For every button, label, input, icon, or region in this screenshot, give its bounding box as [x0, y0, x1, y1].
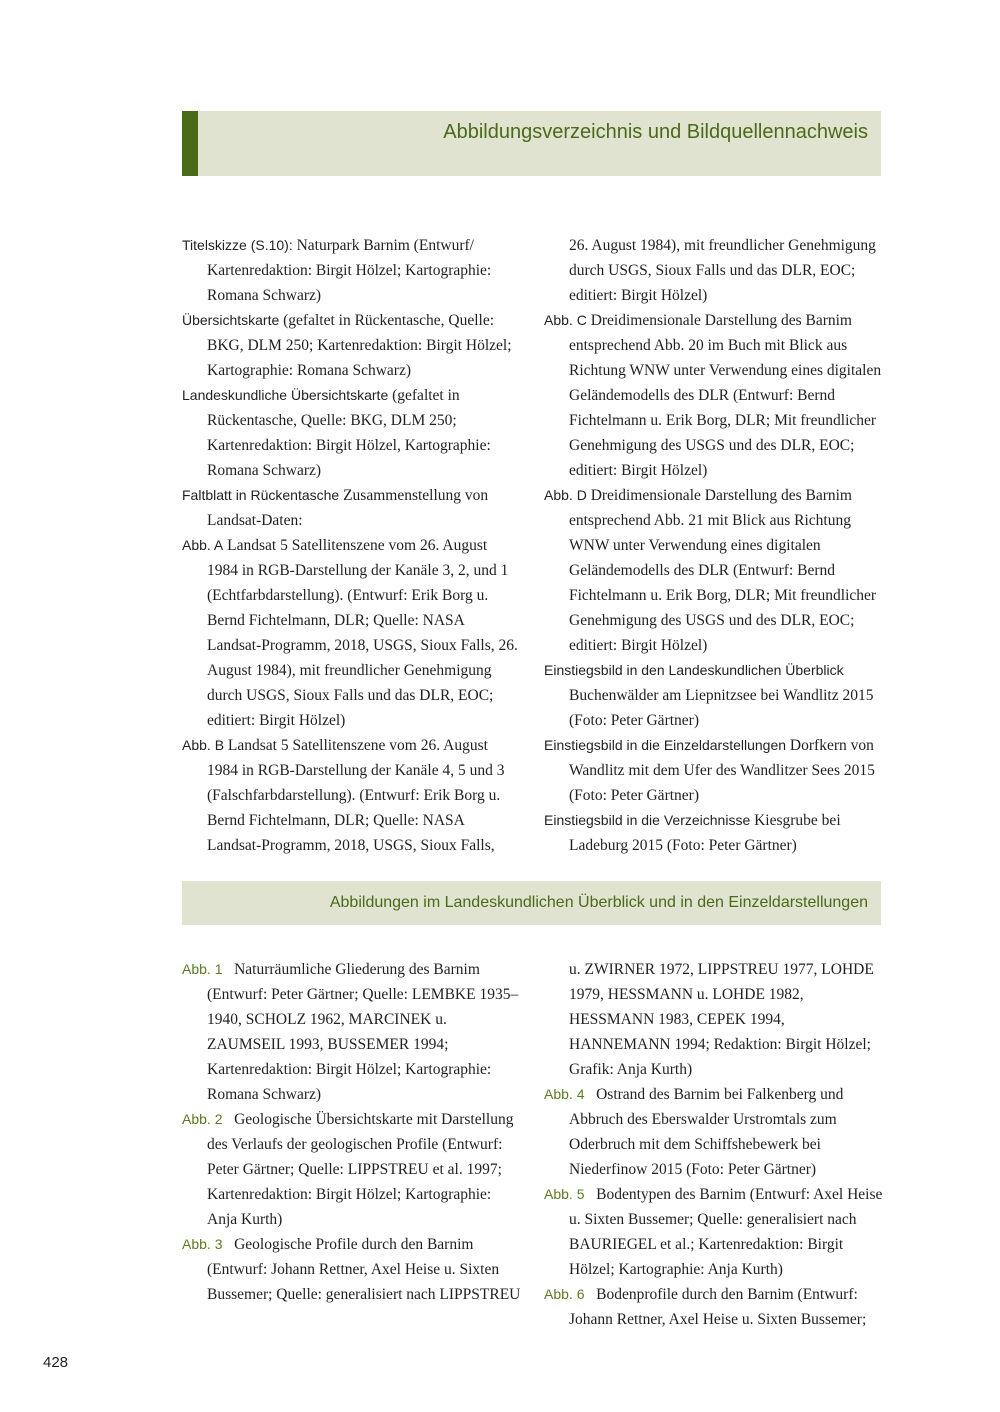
list-item: Abb. B Landsat 5 Satellitenszene vom 26. August 1984 in RGB-Darstellung der Kanäle 4, 5 und 3 (Falschfarbdarstellung). (Entwurf: Erik Borg u. Bernd Fichtelmann, DLR; Quelle: NASA Landsat-Programm, 2018, USGS, Sioux Falls, — [182, 737, 505, 854]
list-item: Einstiegsbild in den Landeskundlichen Überblick Buchenwälder am Liepnitzsee bei Wandlitz 2015 (Foto: Peter Gärtner) — [544, 662, 874, 729]
list-item: Einstiegsbild in die Verzeichnisse Kiesgrube bei Ladeburg 2015 (Foto: Peter Gärtner) — [544, 812, 841, 854]
top-column-right — [544, 233, 884, 858]
list-item: Abb. 5 Bodentypen des Barnim (Entwurf: Axel Heise u. Sixten Bussemer; Quelle: generalisiert nach BAURIEGEL et al.; Kartenredaktion: Birgit Hölzel; Kartographie: Anja Kurth) — [544, 1186, 887, 1278]
section-title: Abbildungen im Landeskundlichen Überblick und in den Einzeldarstellungen — [329, 894, 868, 911]
list-item: Abb. 1 Naturräumliche Gliederung des Barnim (Entwurf: Peter Gärtner; Quelle: LEMBKE 1935–1940, SCHOLZ 1962, MARCINEK u. ZAUMSEIL 1993, BUSSEMER 1994; Kartenredaktion: Birgit Hölzel; Kartographie: Romana Schwarz) — [182, 961, 519, 1103]
list-item-continuation: u. ZWIRNER 1972, LIPPSTREU 1977, LOHDE 1979, HESSMANN u. LOHDE 1982, HESSMANN 1983, CEPEK 1994, HANNEMANN 1994; Redaktion: Birgit Hölzel; Grafik: Anja Kurth) — [569, 961, 874, 1078]
list-item: Abb. C Dreidimensionale Darstellung des Barnim entsprechend Abb. 20 im Buch mit Blick aus Richtung WNW unter Verwendung eines digitalen Geländemodells des DLR (Entwurf: Bernd Fichtelmann u. Erik Borg, DLR; Mit freundlicher Genehmigung des USGS und des DLR, EOC; editiert: Birgit Hölzel) — [544, 312, 882, 479]
list-item: Landeskundliche Übersichtskarte (gefaltet in Rückentasche, Quelle: BKG, DLM 250; Kartenredaktion: Birgit Hölzel, Kartographie: Romana Schwarz) — [182, 387, 491, 479]
page-number: 428 — [43, 1354, 69, 1371]
list-item: Faltblatt in Rückentasche Zusammenstellung von Landsat-Daten: — [182, 487, 489, 529]
list-item: Abb. 2 Geologische Übersichtskarte mit Darstellung des Verlaufs der geologischen Profile (Entwurf: Peter Gärtner; Quelle: LIPPSTREU et al. 1997; Kartenredaktion: Birgit Hölzel; Kartographie: Anja Kurth) — [182, 1111, 518, 1228]
header-box — [182, 111, 881, 176]
list-item: Übersichtskarte (gefaltet in Rückentasche, Quelle: BKG, DLM 250; Kartenredaktion: Birgit Hölzel; Kartographie: Romana Schwarz) — [182, 312, 512, 379]
list-item: Abb. 4 Ostrand des Barnim bei Falkenberg und Abbruch des Eberswalder Urstromtals zum Oderbruch mit dem Schiffshebewerk bei Niederfinow 2015 (Foto: Peter Gärtner) — [544, 1086, 847, 1178]
list-item: Abb. 6 Bodenprofile durch den Barnim (Entwurf: Johann Rettner, Axel Heise u. Sixten Bussemer; — [544, 1286, 867, 1328]
list-item-continuation: 26. August 1984), mit freundlicher Genehmigung durch USGS, Sioux Falls und das DLR, EOC; editiert: Birgit Hölzel) — [569, 237, 876, 304]
bottom-column-left — [182, 957, 522, 1307]
top-column-left — [182, 233, 522, 858]
page-title: Abbildungsverzeichnis und Bildquellennachweis — [443, 121, 868, 143]
section-header-box — [182, 881, 881, 925]
list-item: Abb. 3 Geologische Profile durch den Barnim (Entwurf: Johann Rettner, Axel Heise u. Sixten Bussemer; Quelle: generalisiert nach LIPPSTREU — [182, 1236, 521, 1303]
list-item: Abb. A Landsat 5 Satellitenszene vom 26. August 1984 in RGB-Darstellung der Kanäle 3, 2, und 1 (Echtfarbdarstellung). (Entwurf: Erik Borg u. Bernd Fichtelmann, DLR; Quelle: NASA Landsat-Programm, 2018, USGS, Sioux Falls, 26. August 1984), mit freundlicher Genehmigung durch USGS, Sioux Falls und das DLR, EOC; editiert: Birgit Hölzel) — [182, 537, 518, 729]
list-item: Einstiegsbild in die Einzeldarstellungen Dorfkern von Wandlitz mit dem Ufer des Wandlitzer Sees 2015 (Foto: Peter Gärtner) — [544, 737, 875, 804]
list-item: Abb. D Dreidimensionale Darstellung des Barnim entsprechend Abb. 21 mit Blick aus Richtung WNW unter Verwendung eines digitalen Geländemodells des DLR (Entwurf: Bernd Fichtelmann u. Erik Borg, DLR; Mit freundlicher Genehmigung des USGS und des DLR, EOC; editiert: Birgit Hölzel) — [544, 487, 877, 654]
list-item: Titelskizze (S.10): Naturpark Barnim (Entwurf/ Kartenredaktion: Birgit Hölzel; Kartographie: Romana Schwarz) — [182, 237, 492, 304]
header-accent-bar — [182, 111, 198, 176]
bottom-column-right — [544, 957, 887, 1332]
